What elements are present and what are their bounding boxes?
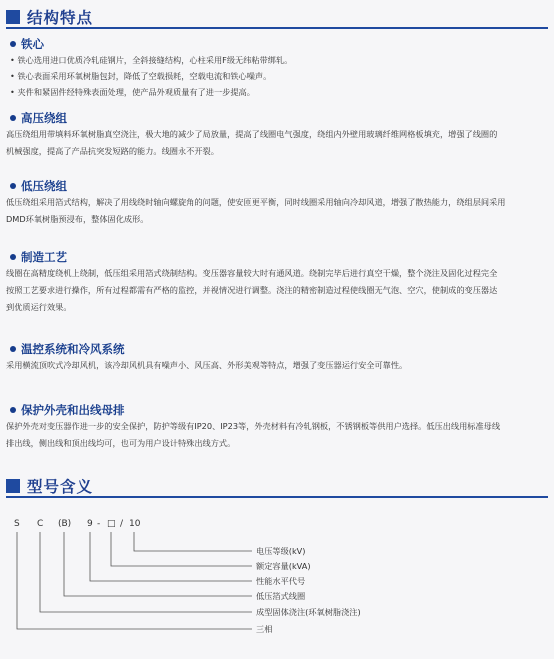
heading-lv-winding: 低压绕组 <box>10 178 67 194</box>
code-9: 9 <box>87 519 93 529</box>
hv-paragraph: 高压绕组用带填料环氧树脂真空浇注，极大地的减少了局放量，提高了线圈电气强度，绕组内外壁用玻璃纤维网格板填充，增强了线圈的 机械强度，提高了产品抗突发短路的能力。线圈永不开裂。 <box>6 129 498 156</box>
lv-paragraph: 低压绕组采用箔式结构，解决了用线绕时轴向螺旋角的问题，使安匝更平衡，同时线圈采用轴向冷却风道，增强了散热能力，绕组层间采用 DMD环氧树脂预浸布，整体固化成形。 <box>6 197 506 224</box>
section-title-structure: 结构特点 <box>6 6 93 28</box>
temp-paragraph: 采用横流顶吹式冷却风机，该冷却风机具有噪声小、风压高、外形美观等特点，增强了变压器运行安全可靠性。 <box>6 360 408 370</box>
code-slash: / <box>120 519 124 529</box>
code-10: 10 <box>129 519 141 529</box>
heading-manufacturing: 制造工艺 <box>10 249 67 265</box>
meaning-voltage: 电压等级(kV) <box>256 546 306 556</box>
core-bullet: • 铁心选用进口优质冷轧硅钢片，全斜接缝结构，心柱采用F级无纬粘带绑轧。 <box>10 55 293 65</box>
core-bullet: • 夹件和紧固件经特殊表面处理，使产品外观质量有了进一步提高。 <box>10 87 255 97</box>
code-s: S <box>14 519 20 529</box>
code-box: □ <box>107 519 116 529</box>
core-bullet: • 铁心表面采用环氧树脂包封，降低了空载损耗，空载电流和铁心噪声。 <box>10 71 272 81</box>
heading-enclosure: 保护外壳和出线母排 <box>10 402 125 418</box>
section-title-model: 型号含义 <box>6 475 93 497</box>
shell-paragraph: 保护外壳对变压器作进一步的安全保护，防护等级有IP20、IP23等，外壳材料有冷轧钢板，不锈钢板等供用户选择。低压出线用标准母线 排出线，侧出线和顶出线均可，也可为用户设计特殊出线方式。 <box>6 421 501 448</box>
heading-temperature-control: 温控系统和冷风系统 <box>10 341 125 357</box>
heading-hv-winding: 高压绕组 <box>10 110 67 126</box>
mfg-paragraph: 线圈在高精度绕机上绕制，低压组采用箔式绕制结构。变压器容量较大时有通风道。绕制完毕后进行真空干燥，整个浇注及固化过程完全 按照工艺要求进行操作，所有过程都需有严格的监控，并视情况进行调整。浇注的精密制造过程使线圈无气泡、空穴，使制成的变压器达 到优质运行效果。 <box>6 268 498 312</box>
meaning-cast-resin: 成型固体浇注(环氧树脂浇注) <box>256 607 361 617</box>
meaning-three-phase: 三相 <box>256 624 273 634</box>
meaning-performance: 性能水平代号 <box>256 576 306 586</box>
code-c: C <box>37 519 44 529</box>
code-dash: - <box>97 519 101 529</box>
heading-core: 铁心 <box>10 36 44 52</box>
meaning-capacity: 额定容量(kVA) <box>256 561 311 571</box>
code-b: (B) <box>58 519 72 529</box>
meaning-foil-coil: 低压箔式线圈 <box>256 591 306 601</box>
